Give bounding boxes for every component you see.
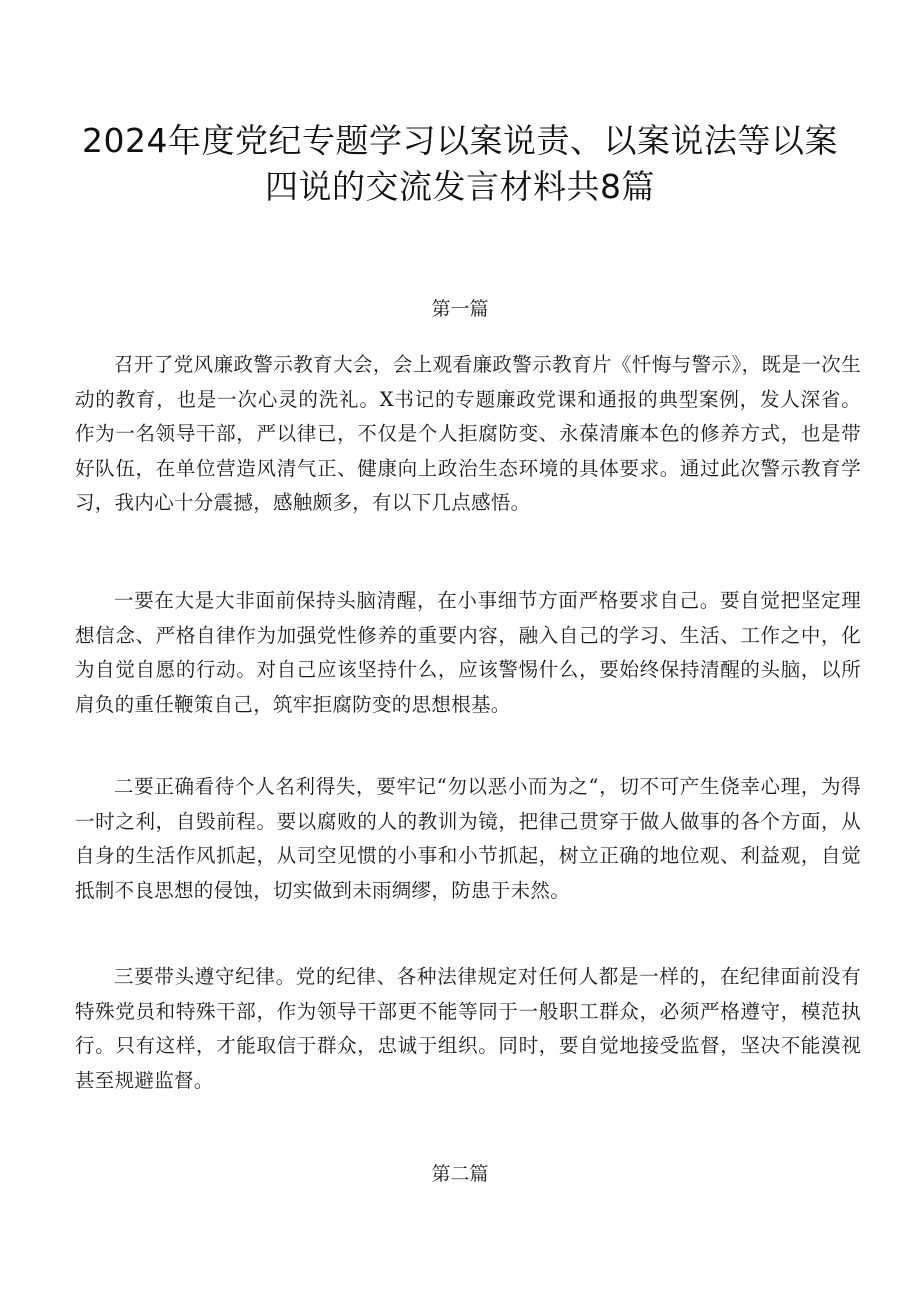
section-heading-1: 第一篇: [431, 298, 489, 320]
paragraph-2: 一要在大是大非面前保持头脑清醒，在小事细节方面严格要求自己。要自觉把坚定理想信念、严格自律作为加强党性修养的重要内容，融入自己的学习、生活、工作之中，化为自觉自愿的行动。对自己应该坚持什么，应该警惕什么，要始终保持清醒的头脑，以所肩负的重任鞭策自己，筑牢拒腐防变的思想根基。: [75, 589, 861, 716]
paragraph-3: 二要正确看待个人名利得失，要牢记“勿以恶小而为之“，切不可产生侥幸心理，为得一时之利，自毁前程。要以腐败的人的教训为镜，把律己贯穿于做人做事的各个方面，从自身的生活作风抓起，从司空见惯的小事和小节抓起，树立正确的地位观、利益观，自觉抵制不良思想的侵蚀，切实做到未雨绸缪，防患于未然。: [75, 775, 861, 902]
document-title: 2024年度党纪专题学习以案说责、以案说法等以案四说的交流发言材料共8篇: [82, 121, 838, 206]
paragraph-4: 三要带头遵守纪律。党的纪律、各种法律规定对任何人都是一样的，在纪律面前没有特殊党员和特殊干部，作为领导干部更不能等同于一般职工群众，必须严格遵守，模范执行。只有这样，才能取信于群众，忠诚于组织。同时，要自觉地接受监督，坚决不能漠视甚至规避监督。: [75, 965, 861, 1092]
paragraph-1: 召开了党风廉政警示教育大会，会上观看廉政警示教育片《忏悔与警示》，既是一次生动的教育，也是一次心灵的洗礼。X书记的专题廉政党课和通报的典型案例，发人深省。作为一名领导干部，严以律已，不仅是个人拒腐防变、永葆清廉本色的修养方式，也是带好队伍，在单位营造风清气正、健康向上政治生态环境的具体要求。通过此次警示教育学习，我内心十分震撼，感触颇多，有以下几点感悟。: [75, 353, 861, 514]
section-heading-2: 第二篇: [431, 1163, 489, 1185]
